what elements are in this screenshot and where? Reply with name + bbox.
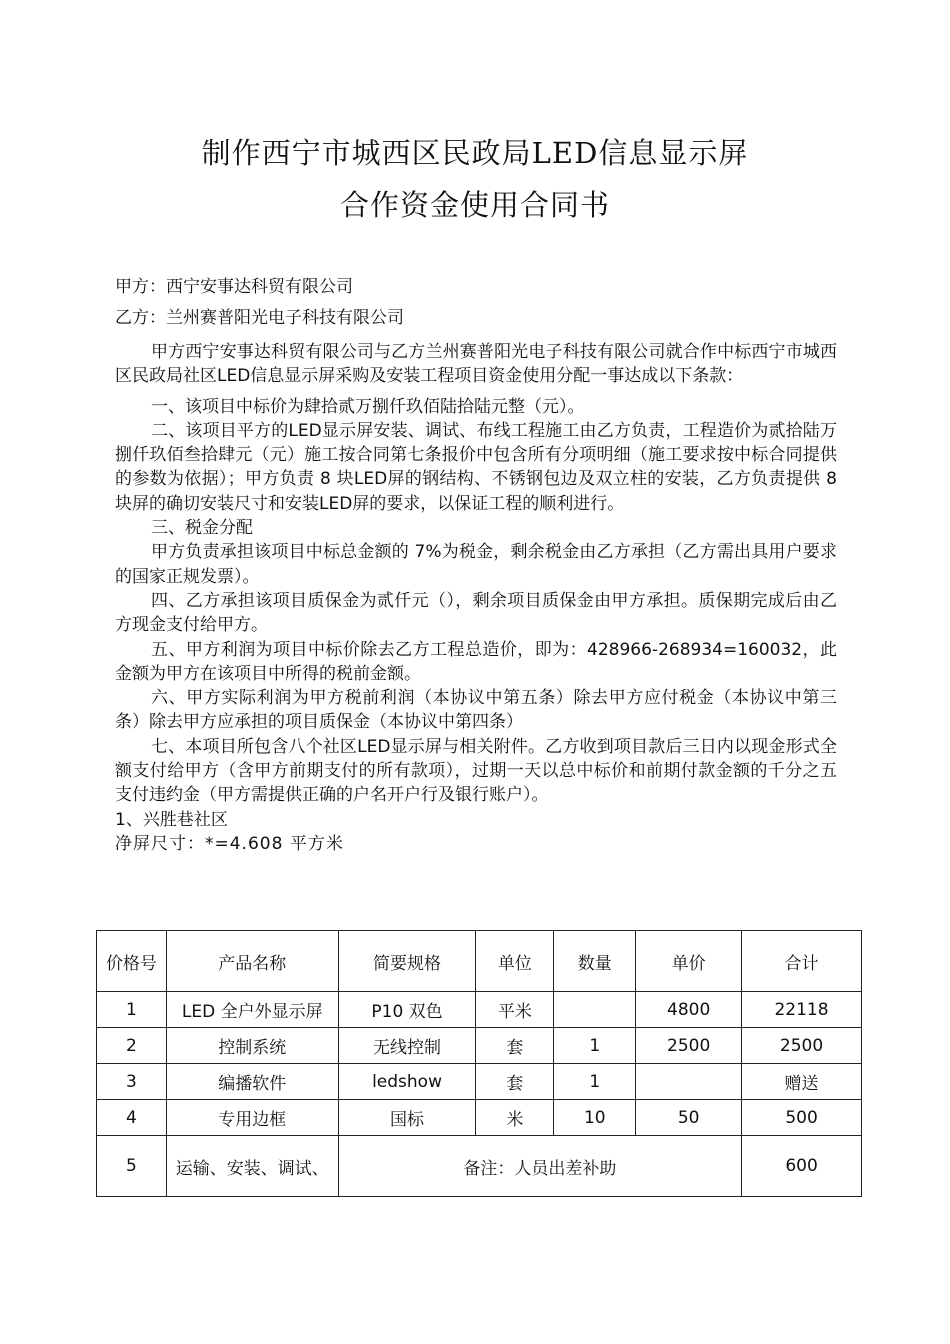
header-cell: 单价 [636,931,742,992]
table-cell: 1 [97,992,167,1028]
intro-paragraph: 甲方西宁安事达科贸有限公司与乙方兰州赛普阳光电子科技有限公司就合作中标西宁市城西区民政局社区LED信息显示屏采购及安装工程项目资金使用分配一事达成以下条款： [115,342,837,387]
table-cell: 控制系统 [166,1028,338,1064]
clause-4: 四、乙方承担该项目质保金为贰仟元（），剩余项目质保金由甲方承担。质保期完成后由乙方现金支付给甲方。 [115,590,837,636]
screen-size: 净屏尺寸：*=4.608 平方米 [115,833,344,854]
clause-5: 五、甲方利润为项目中标价除去乙方工程总造价，即为：428966-268934=160032，此金额为甲方在该项目中所得的税前金额。 [115,639,837,684]
doc-title-line2: 合作资金使用合同书 [339,188,610,222]
table-row [97,1136,862,1197]
table-cell: 编播软件 [166,1064,338,1100]
table-cell: 1 [554,1028,636,1064]
table-header-row [97,931,862,992]
header-cell: 简要规格 [338,931,476,992]
party-a: 甲方：西宁安事达科贸有限公司 [115,277,353,297]
table-cell: 米 [476,1100,554,1136]
party-b: 乙方：兰州赛普阳光电子科技有限公司 [115,308,404,328]
header-cell: 数量 [554,931,636,992]
clause-2: 二、该项目平方的LED显示屏安装、调试、布线工程施工由乙方负责，工程造价为贰拾陆万捌仟玖佰叁拾肆元（元）施工按合同第七条报价中包含所有分项明细（施工要求按中标合同提供的参数为依据）；甲方负责 8 块LED屏的钢结构、不锈钢包边及双立柱的安装，乙方负责提供 8 块屏的确切安装尺寸和安装LED屏的要求，以保证工程的顺利进行。 [115,420,837,514]
table-cell: 500 [742,1100,862,1136]
table-cell: 10 [554,1100,636,1136]
table-cell: 4800 [636,992,742,1028]
table-cell: 专用边框 [166,1100,338,1136]
table-cell: 赠送 [742,1064,862,1100]
header-cell: 产品名称 [166,931,338,992]
table-row [97,1064,862,1100]
header-cell: 合计 [742,931,862,992]
table-cell: 1 [554,1064,636,1100]
table-cell: 2500 [742,1028,862,1064]
table-cell: 无线控制 [338,1028,476,1064]
table-cell: 套 [476,1064,554,1100]
table-row [97,1028,862,1064]
table-cell: 2 [97,1028,167,1064]
table-cell: 600 [742,1136,862,1197]
table-cell: 2500 [636,1028,742,1064]
header-cell: 单位 [476,931,554,992]
clause-3: 甲方负责承担该项目中标总金额的 7%为税金，剩余税金由乙方承担（乙方需出具用户要求的国家正规发票）。 [115,542,837,587]
table-cell: 50 [636,1100,742,1136]
table-cell: 运输、安装、调试、 [166,1136,338,1197]
table-row [97,992,862,1028]
table-cell [636,1064,742,1100]
clause-6: 六、甲方实际利润为甲方税前利润（本协议中第五条）除去甲方应付税金（本协议中第三条）除去甲方应承担的项目质保金（本协议中第四条） [115,688,837,733]
price-table [96,930,862,1197]
header-cell: 价格号 [97,931,167,992]
table-cell: ledshow [338,1064,476,1100]
table-cell: 平米 [476,992,554,1028]
contract-body [115,272,837,856]
table-row [97,1100,862,1136]
table-cell [554,992,636,1028]
remark-cell: 备注：人员出差补助 [338,1136,741,1197]
table-cell: 套 [476,1028,554,1064]
section-heading: 1、兴胜巷社区 [115,809,228,830]
clause-7: 七、本项目所包含八个社区LED显示屏与相关附件。乙方收到项目款后三日内以现金形式全额支付给甲方（含甲方前期支付的所有款项），过期一天以总中标价和前期付款金额的千分之五支付违约金（甲方需提供正确的户名开户行及银行账户）。 [115,736,837,806]
table-cell: 22118 [742,992,862,1028]
table-cell: 5 [97,1136,167,1197]
table-cell: 4 [97,1100,167,1136]
clause-3-title: 三、税金分配 [151,518,253,539]
clause-1: 一、该项目中标价为肆拾贰万捌仟玖佰陆拾陆元整（元）。 [151,396,585,417]
table-cell: 3 [97,1064,167,1100]
table-cell: P10 双色 [338,992,476,1028]
table-cell: 国标 [338,1100,476,1136]
doc-title-line1: 制作西宁市城西区民政局LED信息显示屏 [201,136,749,170]
table-cell: LED 全户外显示屏 [166,992,338,1028]
